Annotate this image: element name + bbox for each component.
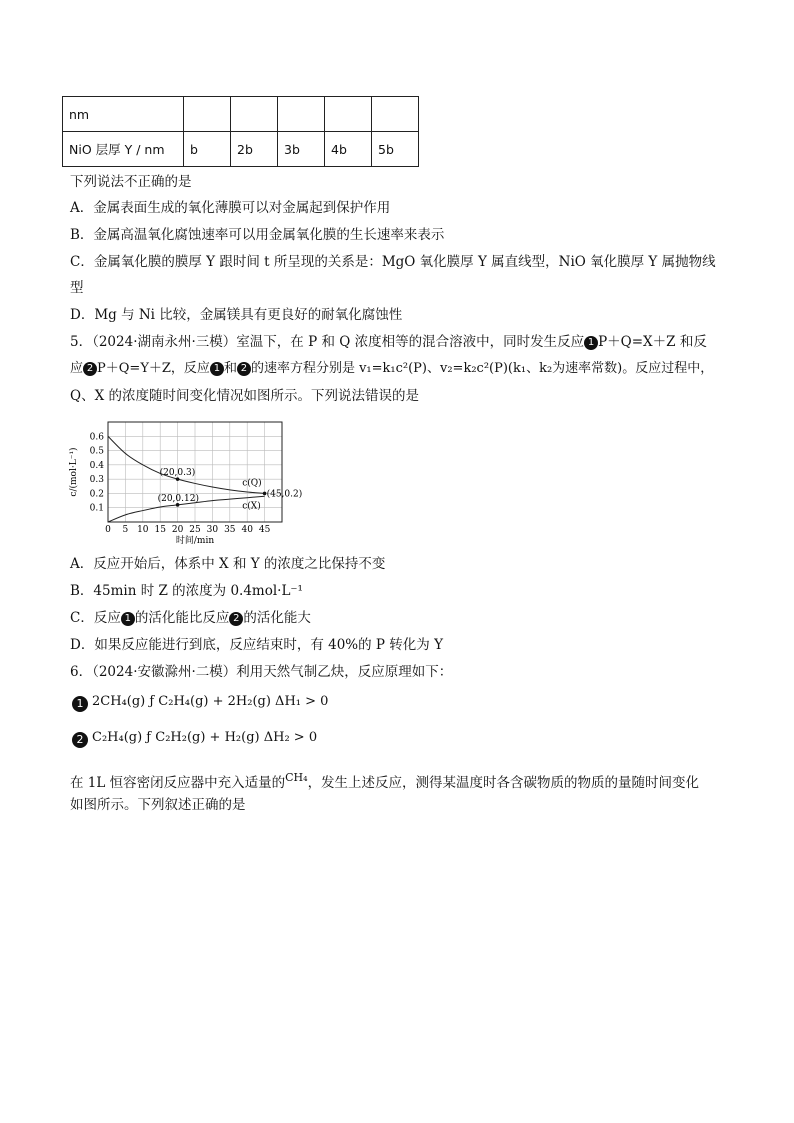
q5-text: 的活化能大 — [243, 610, 311, 626]
q6-equation-1 — [72, 694, 328, 712]
y-axis-label: c/(mol·L⁻¹) — [69, 447, 79, 497]
table-row — [63, 132, 419, 167]
q4-option-a: A．金属表面生成的氧化薄膜可以对金属起到保护作用 — [70, 200, 391, 216]
q4-option-b: B．金属高温氧化腐蚀速率可以用金属氧化膜的生长速率来表示 — [70, 227, 445, 243]
q5-text: 和 — [223, 361, 237, 376]
equation-text: C₂H₄(g) ƒ C₂H₂(g) + H₂(g) ΔH₂ > 0 — [92, 730, 318, 745]
table-cell — [325, 97, 372, 132]
annotation-label: (20,0.3) — [159, 468, 196, 479]
x-tick-label: 10 — [137, 525, 149, 535]
circled-two-icon: 2 — [83, 362, 97, 376]
x-tick-label: 0 — [105, 525, 111, 535]
annotation-label: (20,0.12) — [157, 493, 199, 504]
y-tick-label: 0.1 — [89, 503, 104, 514]
q5-text: C．反应 — [70, 610, 121, 626]
table-cell — [231, 97, 278, 132]
table-cell: 2b — [231, 132, 278, 167]
y-tick-label: 0.6 — [89, 432, 104, 443]
series-label-x: c(X) — [242, 501, 261, 512]
x-tick-label: 25 — [189, 525, 201, 535]
q6-text-line2: 如图所示。下列叙述正确的是 — [70, 797, 246, 813]
circled-two-icon: 2 — [229, 612, 243, 626]
ch4-formula: CH₄ — [285, 771, 308, 784]
table-cell: 5b — [372, 132, 419, 167]
q5-stem-line1 — [70, 332, 707, 352]
circled-one-icon: 1 — [72, 696, 88, 712]
q5-text: 应 — [70, 361, 84, 376]
x-tick-label: 15 — [154, 525, 166, 535]
series-label-q: c(Q) — [242, 478, 262, 489]
table-cell — [184, 97, 231, 132]
table-cell: b — [184, 132, 231, 167]
circled-two-icon: 2 — [72, 732, 88, 748]
q5-text: 的速率方程分别是 v₁=k₁c²(P)、v₂=k₂c²(P)(k₁、k₂为速率常数)。反应过程中， — [250, 361, 714, 376]
q5-text: P＋Q=X＋Z 和反 — [598, 334, 707, 350]
annotation-label: (45,0.2) — [266, 489, 303, 500]
table-cell — [278, 97, 325, 132]
x-tick-label: 30 — [206, 525, 219, 535]
q5-text: 5．（2024·湖南永州·三模）室温下，在 P 和 Q 浓度相等的混合溶液中，同时发生反应 — [70, 334, 585, 350]
nio-thickness-table — [62, 96, 419, 167]
q5-stem-line3: Q、X 的浓度随时间变化情况如图所示。下列说法错误的是 — [70, 388, 419, 404]
x-tick-labels — [105, 525, 270, 535]
x-tick-label: 20 — [171, 525, 184, 535]
q6-equation-2 — [72, 730, 317, 748]
x-tick-label: 35 — [224, 525, 236, 535]
q6-text: ，发生上述反应，测得某温度时各含碳物质的物质的量随时间变化 — [307, 775, 700, 791]
circled-one-icon: 1 — [584, 336, 598, 350]
circled-one-icon: 1 — [121, 612, 135, 626]
q5-text: 的活化能比反应 — [134, 610, 230, 626]
q6-text-line1 — [70, 768, 699, 793]
x-axis-label: 时间/min — [175, 536, 215, 546]
q5-option-b: B．45min 时 Z 的浓度为 0.4mol·L⁻¹ — [70, 583, 303, 599]
table-cell — [372, 97, 419, 132]
table-cell: nm — [63, 97, 184, 132]
table-cell: NiO 层厚 Y / nm — [63, 132, 184, 167]
q5-text: P＋Q=Y＋Z，反应 — [97, 361, 210, 376]
x-tick-label: 45 — [258, 525, 271, 535]
table-cell: 3b — [278, 132, 325, 167]
q6-text: 在 1L 恒容密闭反应器中充入适量的 — [70, 775, 286, 791]
table-cell: 4b — [325, 132, 372, 167]
x-tick-label: 40 — [241, 525, 253, 535]
q6-stem: 6．（2024·安徽滁州·二模）利用天然气制乙炔，反应原理如下： — [70, 664, 453, 680]
y-tick-label: 0.2 — [89, 489, 104, 500]
y-tick-label: 0.5 — [89, 446, 104, 457]
y-tick-labels — [90, 432, 105, 513]
concentration-time-chart — [62, 414, 303, 550]
q4-stem: 下列说法不正确的是 — [70, 174, 192, 190]
q4-option-c-cont: 型 — [70, 280, 84, 296]
circled-one-icon: 1 — [210, 362, 224, 376]
y-tick-label: 0.3 — [89, 475, 104, 486]
table-row — [63, 97, 419, 132]
q5-stem-line2 — [70, 359, 713, 379]
x-tick-label: 5 — [122, 525, 129, 535]
q5-option-d: D．如果反应能进行到底，反应结束时，有 40%的 P 转化为 Y — [70, 637, 443, 653]
y-tick-label: 0.4 — [89, 460, 104, 471]
equation-text: 2CH₄(g) ƒ C₂H₄(g) + 2H₂(g) ΔH₁ > 0 — [92, 694, 329, 709]
q4-option-c: C．金属氧化膜的膜厚 Y 跟时间 t 所呈现的关系是：MgO 氧化膜厚 Y 属直线型，NiO 氧化膜厚 Y 属抛物线 — [70, 254, 716, 270]
q5-option-c — [70, 608, 311, 628]
q4-option-d: D．Mg 与 Ni 比较，金属镁具有更良好的耐氧化腐蚀性 — [70, 307, 403, 323]
q5-option-a: A．反应开始后，体系中 X 和 Y 的浓度之比保持不变 — [70, 556, 386, 572]
circled-two-icon: 2 — [237, 362, 251, 376]
